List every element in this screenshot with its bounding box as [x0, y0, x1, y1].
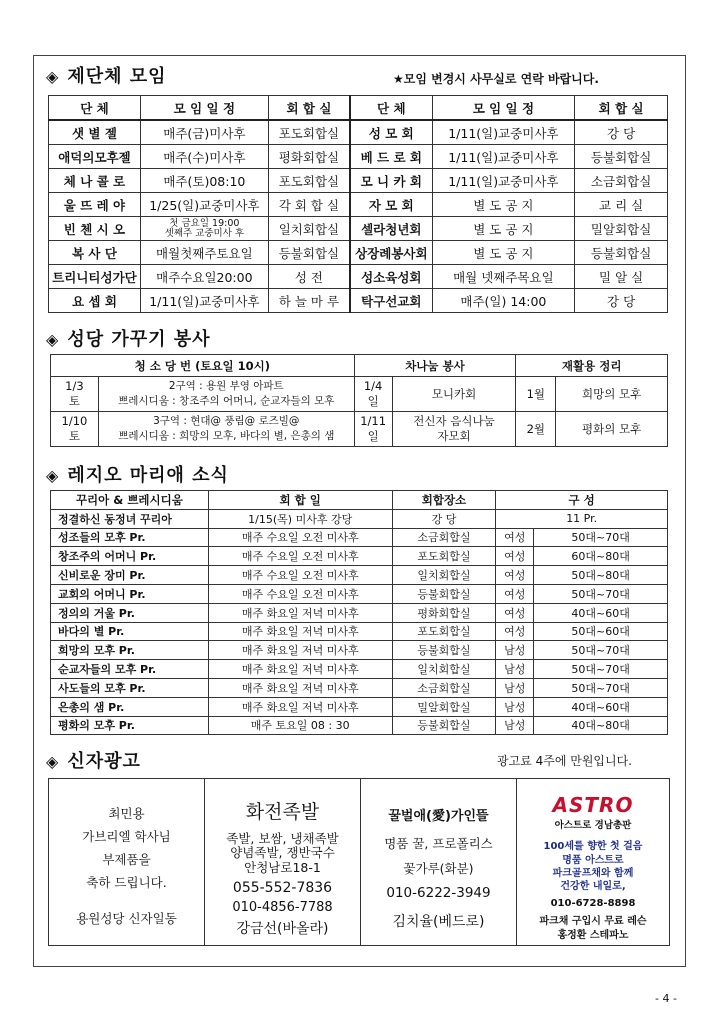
group-schedule: 매주(금)미사후: [140, 120, 268, 145]
group-room: 포도회합실: [268, 169, 350, 193]
ad-phone: 010-6728-8898: [550, 898, 636, 909]
group-schedule: 매주(일) 14:00: [432, 289, 575, 313]
groups-header: 단 체: [49, 96, 141, 121]
age-range: 50대~70대: [534, 528, 668, 547]
section-title-text: 신자광고: [67, 751, 141, 772]
groups-header: 단 체: [350, 96, 432, 121]
meeting-place: 일치회합실: [392, 660, 496, 679]
age-range: 50대~70대: [534, 678, 668, 697]
recycle-month: 2월: [516, 412, 556, 447]
cleaning-date: 1/3 토: [51, 377, 99, 412]
table-row: [51, 566, 668, 585]
meeting-time: 매주 수요일 오전 미사후: [208, 547, 392, 566]
ad-text: 파크골프채와 함께: [552, 868, 634, 879]
table-row: [49, 241, 668, 265]
ad-phone: 010-4856-7788: [232, 900, 333, 915]
diamond-icon: ◈: [46, 330, 60, 349]
gender: 남성: [496, 716, 534, 735]
groups-header: 회 합 실: [268, 96, 350, 121]
section-title-legio: [46, 461, 229, 487]
meeting-place: 포도회합실: [392, 622, 496, 641]
age-range: 60대~80대: [534, 547, 668, 566]
groups-header: 모 임 일 정: [432, 96, 575, 121]
table-row: [51, 660, 668, 679]
group-name: 애덕의모후젤: [49, 145, 141, 169]
group-schedule: 별 도 공 지: [432, 193, 575, 217]
presidium-name: 창조주의 어머니 Pr.: [51, 547, 209, 566]
table-row: [51, 622, 668, 641]
meeting-place: 평화회합실: [392, 603, 496, 622]
curia-count: 11 Pr.: [496, 509, 668, 528]
group-name: 샛 별 젤: [49, 120, 141, 145]
ad-congrats: [49, 779, 205, 945]
table-row: [49, 145, 668, 169]
groups-header: 모 임 일 정: [140, 96, 268, 121]
groups-table: [48, 95, 668, 313]
group-room: 등불회합실: [575, 241, 668, 265]
meeting-place: 소금회합실: [392, 528, 496, 547]
group-name: 트리니티성가단: [49, 265, 141, 289]
group-schedule: 1/11(일)교중미사후: [432, 169, 575, 193]
gender: 남성: [496, 641, 534, 660]
presidium-name: 순교자들의 모후 Pr.: [51, 660, 209, 679]
age-range: 50대~80대: [534, 566, 668, 585]
gender: 여성: [496, 547, 534, 566]
meeting-time: 매주 화요일 저녁 미사후: [208, 622, 392, 641]
group-schedule: 1/11(일)교중미사후: [432, 120, 575, 145]
group-schedule: 매주(토)08:10: [140, 169, 268, 193]
ad-fee-note: 광고료 4주에 만원입니다.: [497, 754, 632, 768]
meeting-time: 매주 화요일 저녁 미사후: [208, 641, 392, 660]
ad-honey: [361, 779, 517, 945]
section-title-cleaning: [46, 325, 211, 351]
legio-header: 회 합 일: [208, 491, 392, 510]
meeting-place: 밀알회합실: [392, 697, 496, 716]
group-schedule: 1/11(일)교중미사후: [432, 145, 575, 169]
presidium-name: 은총의 샘 Pr.: [51, 697, 209, 716]
gender: 여성: [496, 528, 534, 547]
group-room: 강 당: [575, 289, 668, 313]
section-title-text: 제단체 모임: [67, 66, 167, 87]
meeting-time: 매주 화요일 저녁 미사후: [208, 660, 392, 679]
gender: 남성: [496, 660, 534, 679]
group-room: 소금회합실: [575, 169, 668, 193]
table-row: [51, 412, 668, 447]
legio-header: 꾸리아 & 쁘레시디움: [51, 491, 209, 510]
diamond-icon: ◈: [46, 752, 60, 771]
presidium-name: 평화의 모후 Pr.: [51, 716, 209, 735]
group-room: 교 리 실: [575, 193, 668, 217]
group-name: 복 사 단: [49, 241, 141, 265]
curia-place: 강 당: [392, 509, 496, 528]
table-row: [51, 377, 668, 412]
ad-name: 김치율(베드로): [392, 914, 485, 930]
meeting-time: 매주 수요일 오전 미사후: [208, 584, 392, 603]
group-room: 밀 알 실: [575, 265, 668, 289]
table-row: [49, 265, 668, 289]
table-row: [51, 641, 668, 660]
group-schedule: 매주수요일20:00: [140, 265, 268, 289]
section-title-text: 성당 가꾸기 봉사: [67, 329, 211, 350]
ad-title: 화전족발: [245, 801, 320, 823]
presidium-name: 바다의 별 Pr.: [51, 622, 209, 641]
curia-name: 정결하신 동정녀 꾸리아: [51, 509, 209, 528]
ad-text: 양념족발, 쟁반국수: [230, 845, 335, 860]
group-schedule: 별 도 공 지: [432, 241, 575, 265]
meeting-place: 소금회합실: [392, 678, 496, 697]
section-title-groups: [46, 62, 167, 88]
gender: 여성: [496, 584, 534, 603]
group-name: 빈 첸 시 오: [49, 217, 141, 241]
group-schedule: 첫 금요일 19:00 셋째주 교중미사 후: [140, 217, 268, 241]
tea-group: 모니카회: [392, 377, 516, 412]
section-title-text: 레지오 마리애 소식: [67, 465, 229, 486]
presidium-name: 성조들의 모후 Pr.: [51, 528, 209, 547]
ad-text: 꽃가루(화분): [403, 861, 474, 876]
presidium-name: 교회의 어머니 Pr.: [51, 584, 209, 603]
table-row: [49, 169, 668, 193]
group-name: 베 드 로 회: [350, 145, 432, 169]
ad-text: 족발, 보쌈, 냉채족발: [226, 831, 339, 846]
meeting-place: 등불회합실: [392, 716, 496, 735]
gender: 여성: [496, 603, 534, 622]
gender: 남성: [496, 678, 534, 697]
meeting-time: 매주 토요일 08 : 30: [208, 716, 392, 735]
table-row: [51, 716, 668, 735]
gender: 여성: [496, 622, 534, 641]
group-name: 성소육성회: [350, 265, 432, 289]
group-room: 성 전: [268, 265, 350, 289]
ad-text: 안청남로18-1: [244, 860, 321, 875]
age-range: 40대~60대: [534, 603, 668, 622]
tea-group: 전신자 음식나눔 자모회: [392, 412, 516, 447]
meeting-time: 매주 수요일 오전 미사후: [208, 528, 392, 547]
group-name: 탁구선교회: [350, 289, 432, 313]
diamond-icon: ◈: [46, 67, 60, 86]
group-name: 모 니 카 회: [350, 169, 432, 193]
recycle-month: 1월: [516, 377, 556, 412]
ad-text: 100세를 향한 첫 걸음: [543, 841, 643, 852]
ad-text: 아스트로 경남총판: [554, 820, 632, 831]
group-name: 성 모 회: [350, 120, 432, 145]
presidium-name: 사도들의 모후 Pr.: [51, 678, 209, 697]
table-row: [49, 193, 668, 217]
meeting-time: 매주 화요일 저녁 미사후: [208, 678, 392, 697]
ad-restaurant: [205, 779, 361, 945]
gender: 남성: [496, 697, 534, 716]
table-row: [49, 289, 668, 313]
meeting-place: 등불회합실: [392, 584, 496, 603]
curia-meeting: 1/15(목) 미사후 강당: [208, 509, 392, 528]
ad-name: 홍정환 스테파노: [557, 930, 629, 941]
group-name: 체 나 콜 로: [49, 169, 141, 193]
ad-text: 건강한 내일로,: [560, 881, 626, 892]
presidium-name: 희망의 모후 Pr.: [51, 641, 209, 660]
group-room: 밀알회합실: [575, 217, 668, 241]
meeting-time: 매주 화요일 저녁 미사후: [208, 697, 392, 716]
table-row: [51, 584, 668, 603]
page-number: - 4 -: [655, 992, 677, 1005]
group-name: 요 셉 회: [49, 289, 141, 313]
ad-name: 강금선(바올라): [236, 921, 329, 937]
group-room: 각 회 합 실: [268, 193, 350, 217]
section-title-ads: [46, 747, 141, 773]
legio-header: 회합장소: [392, 491, 496, 510]
table-row: [49, 120, 668, 145]
ad-phone: 010-6222-3949: [386, 885, 491, 901]
group-room: 등불회합실: [268, 241, 350, 265]
presidium-name: 신비로운 장미 Pr.: [51, 566, 209, 585]
group-name: 자 모 회: [350, 193, 432, 217]
recycle-header: 재활용 정리: [516, 355, 668, 377]
tea-date: 1/11 일: [354, 412, 392, 447]
cleaning-table: [50, 354, 668, 447]
change-notice: ★모임 변경시 사무실로 연락 바랍니다.: [393, 72, 599, 86]
group-schedule: 1/25(일)교중미사후: [140, 193, 268, 217]
cleaning-header: 청 소 당 번 (토요일 10시): [51, 355, 355, 377]
table-row: [51, 697, 668, 716]
group-name: 상장례봉사회: [350, 241, 432, 265]
age-range: 50대~70대: [534, 584, 668, 603]
recycle-group: 평화의 모후: [556, 412, 668, 447]
cleaning-detail: 2구역 : 용원 부영 아파트 쁘레시디움 : 창조주의 어머니, 순교자들의 모후: [98, 377, 354, 412]
group-room: 포도회합실: [268, 120, 350, 145]
tea-date: 1/4 일: [354, 377, 392, 412]
group-room: 일치회합실: [268, 217, 350, 241]
table-row: [51, 678, 668, 697]
table-row: [51, 547, 668, 566]
ad-text: 명품 아스트로: [562, 855, 624, 866]
ad-title: 꿀벌애(愛)가인뜰: [388, 809, 489, 824]
group-schedule: 별 도 공 지: [432, 217, 575, 241]
age-range: 50대~70대: [534, 641, 668, 660]
group-schedule: 매월 넷째주목요일: [432, 265, 575, 289]
table-row: [51, 528, 668, 547]
age-range: 40대~60대: [534, 697, 668, 716]
ads-box: [48, 778, 670, 946]
legio-table: [50, 490, 668, 735]
ad-astro: [517, 779, 669, 945]
group-name: 울 뜨 레 야: [49, 193, 141, 217]
table-row: [49, 217, 668, 241]
cleaning-date: 1/10 토: [51, 412, 99, 447]
cleaning-detail: 3구역 : 현대@ 풍림@ 로즈빌@ 쁘레시디움 : 희망의 모후, 바다의 별, 은총의 샘: [98, 412, 354, 447]
age-range: 50대~70대: [534, 660, 668, 679]
groups-header: 회 합 실: [575, 96, 668, 121]
group-room: 등불회합실: [575, 145, 668, 169]
ad-text: 부제품을: [102, 852, 151, 867]
presidium-name: 정의의 거울 Pr.: [51, 603, 209, 622]
age-range: 50대~60대: [534, 622, 668, 641]
legio-header: 구 성: [496, 491, 668, 510]
tea-header: 차나눔 봉사: [354, 355, 516, 377]
meeting-place: 일치회합실: [392, 566, 496, 585]
ad-text: 명품 꿀, 프로폴리스: [384, 836, 493, 851]
group-schedule: 매월첫째주토요일: [140, 241, 268, 265]
gender: 여성: [496, 566, 534, 585]
age-range: 40대~80대: [534, 716, 668, 735]
group-schedule: 매주(수)미사후: [140, 145, 268, 169]
meeting-time: 매주 화요일 저녁 미사후: [208, 603, 392, 622]
group-schedule: 1/11(일)교중미사후: [140, 289, 268, 313]
astro-logo: ASTRO: [552, 793, 634, 817]
group-name: 셀라청년회: [350, 217, 432, 241]
meeting-time: 매주 수요일 오전 미사후: [208, 566, 392, 585]
diamond-icon: ◈: [46, 466, 60, 485]
recycle-group: 희망의 모후: [556, 377, 668, 412]
group-room: 평화회합실: [268, 145, 350, 169]
ad-phone: 055-552-7836: [232, 880, 333, 896]
ad-text: 최민용: [108, 806, 145, 821]
ad-text: 가브리엘 학사님: [82, 829, 171, 844]
ad-text: 파크채 구입시 무료 레슨: [539, 916, 647, 927]
group-room: 하 늘 마 루: [268, 289, 350, 313]
meeting-place: 포도회합실: [392, 547, 496, 566]
ad-text: 축하 드립니다.: [86, 875, 167, 890]
table-row: [51, 603, 668, 622]
group-room: 강 당: [575, 120, 668, 145]
ad-text: 용원성당 신자일동: [76, 911, 177, 926]
meeting-place: 등불회합실: [392, 641, 496, 660]
